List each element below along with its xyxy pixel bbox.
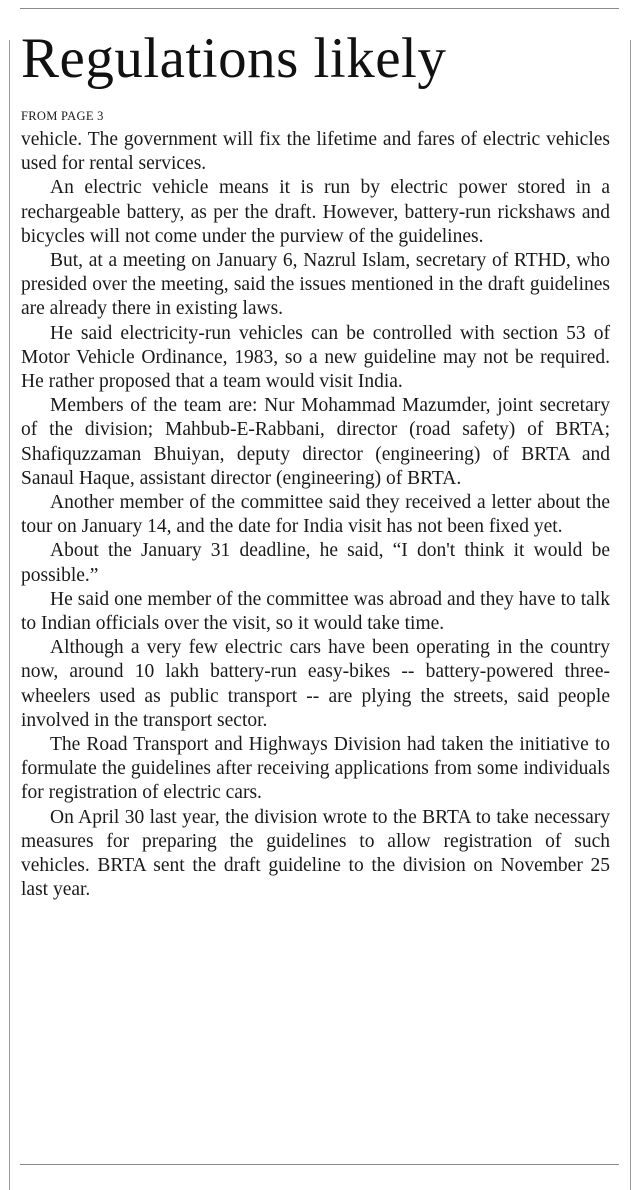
paragraph-1: vehicle. The government will fix the lifetime and fares of electric vehicles used for rental services. <box>21 129 610 175</box>
bottom-rule <box>20 1164 619 1165</box>
headline: Regulations likely <box>21 27 447 90</box>
paragraph-11: On April 30 last year, the division wrote to the BRTA to take necessary measures for preparing the guidelines to allow registration of such vehicles. BRTA sent the draft guideline to the division on November 25 last year. <box>21 806 610 901</box>
paragraph-9: Although a very few electric cars have been operating in the country now, around 10 lakh battery-run easy-bikes -- battery-powered three-wheelers used as public transport -- are plying the streets, said people involved in the transport sector. <box>21 637 610 731</box>
paragraph-10: The Road Transport and Highways Division had taken the initiative to formulate the guidelines after receiving applications from some individuals for registration of electric cars. <box>21 734 610 804</box>
paragraph-7: About the January 31 deadline, he said, “I don't think it would be possible.” <box>21 540 610 586</box>
paragraph-6: Another member of the committee said they received a letter about the tour on January 14, and the date for India visit has not been fixed yet. <box>21 492 610 538</box>
top-rule <box>20 8 619 9</box>
paragraph-3: But, at a meeting on January 6, Nazrul Islam, secretary of RTHD, who presided over the meeting, said the issues mentioned in the draft guidelines are already there in existing laws. <box>21 250 610 320</box>
paragraph-4: He said electricity-run vehicles can be controlled with section 53 of Motor Vehicle Ordinance, 1983, so a new guideline may not be required. He rather proposed that a team would visit India. <box>21 322 610 393</box>
paragraph-8: He said one member of the committee was abroad and they have to talk to Indian officials over the visit, so it would take time. <box>21 588 610 635</box>
right-column-rule <box>630 40 631 1190</box>
paragraph-2: An electric vehicle means it is run by electric power stored in a rechargeable battery, as per the draft. However, battery-run rickshaws and bicycles will not come under the purview of the guidelines. <box>21 177 610 247</box>
dateline: FROM PAGE 3 <box>21 109 104 123</box>
article-body <box>21 128 610 903</box>
paragraph-5: Members of the team are: Nur Mohammad Mazumder, joint secretary of the division; Mahbub-E-Rabbani, director (road safety) of BRTA; Shafiquzzaman Bhuiyan, deputy director (engineering) of BRTA and Sanaul Haque, assistant director (engineering) of BRTA. <box>21 395 610 489</box>
left-column-rule <box>9 40 10 1190</box>
